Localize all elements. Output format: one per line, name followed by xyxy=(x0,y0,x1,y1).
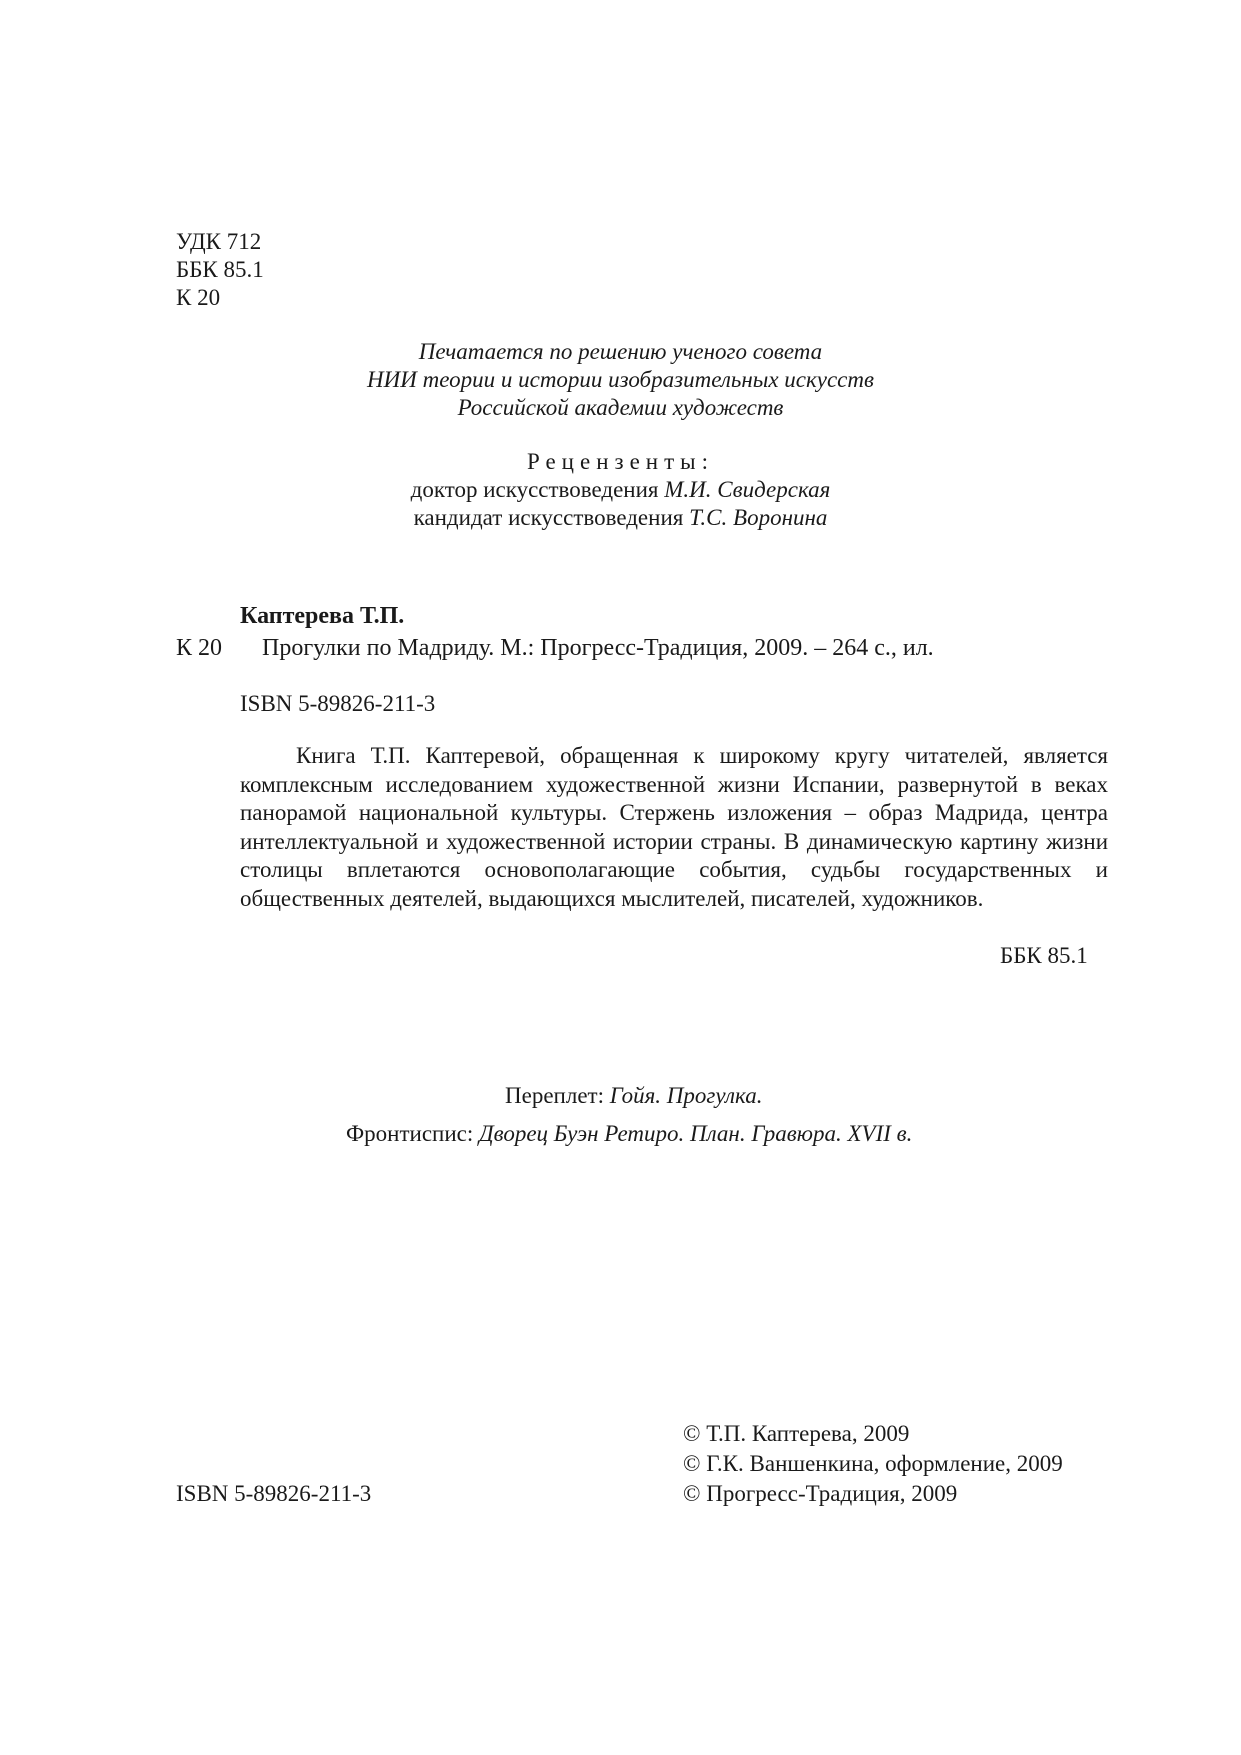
reviewer-1 xyxy=(0,476,1241,504)
reviewer-1-name: М.И. Свидерская xyxy=(664,477,831,502)
catalog-mark: К 20 xyxy=(176,635,223,661)
frontispiece-credit xyxy=(346,1120,912,1148)
imprint-note-line-3: Российской академии художеств xyxy=(457,395,784,420)
copyright-author: © Т.П. Каптерева, 2009 xyxy=(683,1421,910,1446)
footer-isbn: ISBN 5-89826-211-3 xyxy=(176,1481,372,1506)
imprint-note-line-2: НИИ теории и истории изобразительных искусств xyxy=(367,367,874,392)
bbk-code: ББК 85.1 xyxy=(176,257,264,282)
reviewer-1-role: доктор искусствоведения xyxy=(410,477,659,502)
annotation: Книга Т.П. Каптеревой, обращенная к широкому кругу читателей, является комплексным исследованием художественной жизни Испании, развернутой в веках панорамой национальной культуры. Стержень изложения – образ Мадрида, центра интеллектуальной и художественной истории страны. В динамическую картину жизни столицы вплетаются основополагающие события, судьбы государственных и общественных деятелей, выдающихся мыслителей, писателей, художников. xyxy=(240,743,1108,911)
reviewer-2-role: кандидат искусствоведения xyxy=(413,505,684,530)
copyright-design: © Г.К. Ваншенкина, оформление, 2009 xyxy=(683,1451,1063,1476)
book-description: Прогулки по Мадриду. М.: Прогресс-Традиция, 2009. – 264 с., ил. xyxy=(262,635,934,661)
binding-credit xyxy=(505,1082,762,1110)
author-name: Каптерева Т.П. xyxy=(240,603,405,629)
imprint-note-line-1: Печатается по решению ученого совета xyxy=(418,339,823,364)
reviewers-heading: Рецензенты: xyxy=(526,449,715,474)
reviewer-2 xyxy=(0,504,1241,532)
catalog-isbn: ISBN 5-89826-211-3 xyxy=(240,691,436,716)
author-mark: К 20 xyxy=(176,285,221,310)
frontispiece-label: Фронтиспис: xyxy=(346,1121,474,1146)
reviewer-2-name: Т.С. Воронина xyxy=(689,505,828,530)
binding-value: Гойя. Прогулка. xyxy=(609,1083,763,1108)
binding-label: Переплет: xyxy=(505,1083,604,1108)
udk-code: УДК 712 xyxy=(176,229,262,254)
copyright-publisher: © Прогресс-Традиция, 2009 xyxy=(683,1481,958,1506)
frontispiece-value: Дворец Буэн Ретиро. План. Гравюра. XVII в. xyxy=(479,1121,913,1146)
catalog-bbk: ББК 85.1 xyxy=(1000,943,1088,968)
